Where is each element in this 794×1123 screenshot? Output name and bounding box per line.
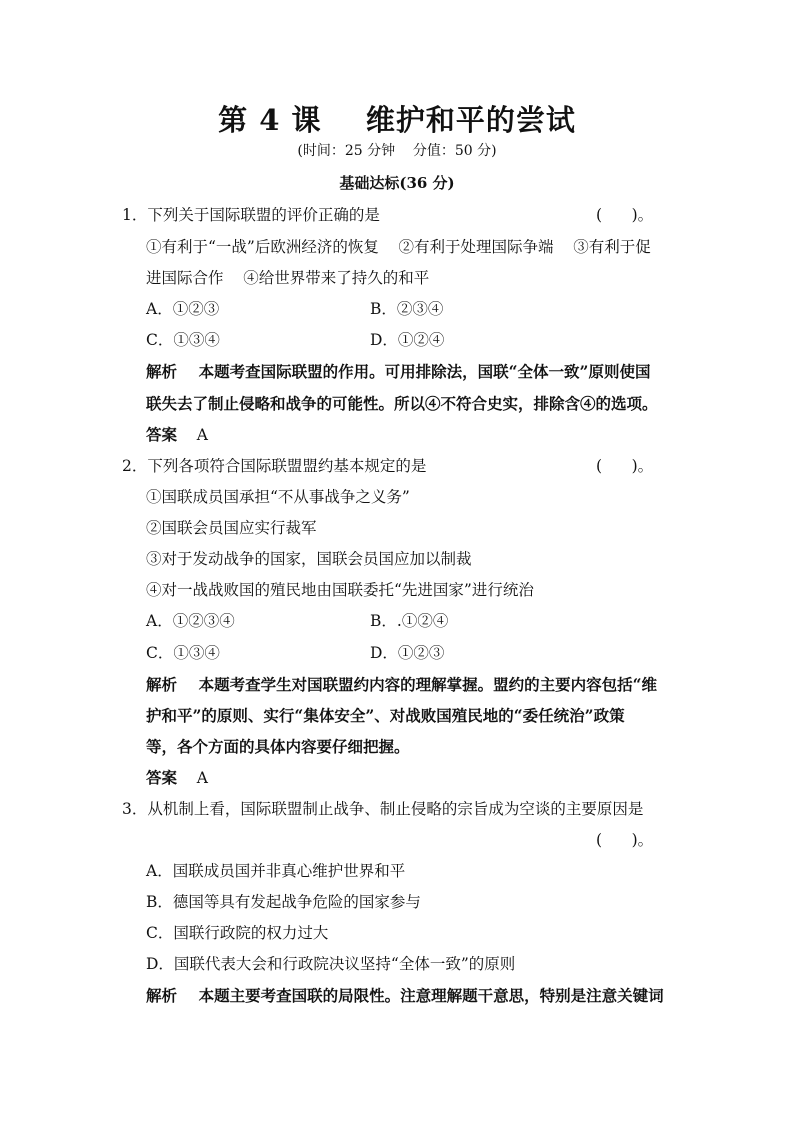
answer-label: 答案 bbox=[146, 768, 178, 787]
question-1-option-a: A．①②③ bbox=[146, 300, 220, 318]
question-2-option-b: B．.①②④ bbox=[370, 612, 449, 630]
question-1-stem: 1．下列关于国际联盟的评价正确的是 bbox=[122, 206, 380, 224]
analysis-label: 解析 bbox=[146, 986, 178, 1005]
analysis-text: 本题考查国际联盟的作用。可用排除法，国联“全体一致”原则使国 bbox=[198, 362, 651, 381]
question-2-analysis-line: 护和平”的原则、实行“集体安全”、对战败国殖民地的“委任统治”政策 bbox=[146, 706, 625, 725]
question-3-option-d: D．国联代表大会和行政院决议坚持“全体一致”的原则 bbox=[146, 955, 516, 973]
section-heading: 基础达标(36 分) bbox=[339, 174, 455, 192]
question-2-analysis-line: 等，各个方面的具体内容要仔细把握。 bbox=[146, 737, 410, 756]
question-1-analysis-line bbox=[146, 361, 650, 383]
question-2-option-d: D．①②③ bbox=[370, 644, 445, 662]
question-2-answer-blank: ( )。 bbox=[596, 457, 654, 475]
question-1-option-d: D．①②④ bbox=[370, 331, 445, 349]
analysis-label: 解析 bbox=[146, 675, 178, 694]
question-2-answer bbox=[146, 767, 208, 789]
question-1-option-b: B．②③④ bbox=[370, 300, 444, 318]
analysis-text: 本题主要考查国联的局限性。注意理解题干意思，特别是注意关键词 bbox=[198, 986, 664, 1005]
question-2-statement-line: ①国联成员国承担“不从事战争之义务” bbox=[146, 488, 410, 506]
analysis-label: 解析 bbox=[146, 362, 178, 381]
question-2-statement-line: ③对于发动战争的国家，国联会员国应加以制裁 bbox=[146, 550, 472, 568]
analysis-text: 本题考查学生对国联盟约内容的理解掌握。盟约的主要内容包括“维 bbox=[198, 675, 658, 694]
question-1-answer bbox=[146, 424, 208, 446]
page-subtitle: (时间：25 分钟 分值：50 分) bbox=[297, 143, 497, 159]
question-3-analysis-line bbox=[146, 985, 664, 1007]
question-1-statement-line: 进国际合作 ④给世界带来了持久的和平 bbox=[146, 269, 430, 287]
question-2-statement-line: ②国联会员国应实行裁军 bbox=[146, 519, 317, 537]
question-2-stem: 2．下列各项符合国际联盟盟约基本规定的是 bbox=[122, 457, 427, 475]
answer-value: A bbox=[196, 769, 208, 787]
question-1-option-c: C．①③④ bbox=[146, 331, 220, 349]
answer-label: 答案 bbox=[146, 425, 178, 444]
page-title: 第 4 课 维护和平的尝试 bbox=[218, 103, 576, 137]
question-2-option-a: A．①②③④ bbox=[146, 612, 235, 630]
question-3-stem: 3．从机制上看，国际联盟制止战争、制止侵略的宗旨成为空谈的主要原因是 bbox=[122, 800, 644, 818]
question-2-statement-line: ④对一战战败国的殖民地由国联委托“先进国家”进行统治 bbox=[146, 581, 534, 599]
question-1-statement-line: ①有利于“一战”后欧洲经济的恢复 ②有利于处理国际争端 ③有利于促 bbox=[146, 238, 651, 256]
question-1-answer-blank: ( )。 bbox=[596, 206, 654, 224]
question-3-option-a: A．国联成员国并非真心维护世界和平 bbox=[146, 862, 406, 880]
question-3-option-c: C．国联行政院的权力过大 bbox=[146, 924, 329, 942]
question-3-answer-blank: ( )。 bbox=[596, 831, 654, 849]
question-1-analysis-line: 联失去了制止侵略和战争的可能性。所以④不符合史实，排除含④的选项。 bbox=[146, 394, 658, 413]
question-3-option-b: B．德国等具有发起战争危险的国家参与 bbox=[146, 893, 421, 911]
question-2-analysis-line bbox=[146, 674, 657, 696]
question-2-option-c: C．①③④ bbox=[146, 644, 220, 662]
answer-value: A bbox=[196, 426, 208, 444]
